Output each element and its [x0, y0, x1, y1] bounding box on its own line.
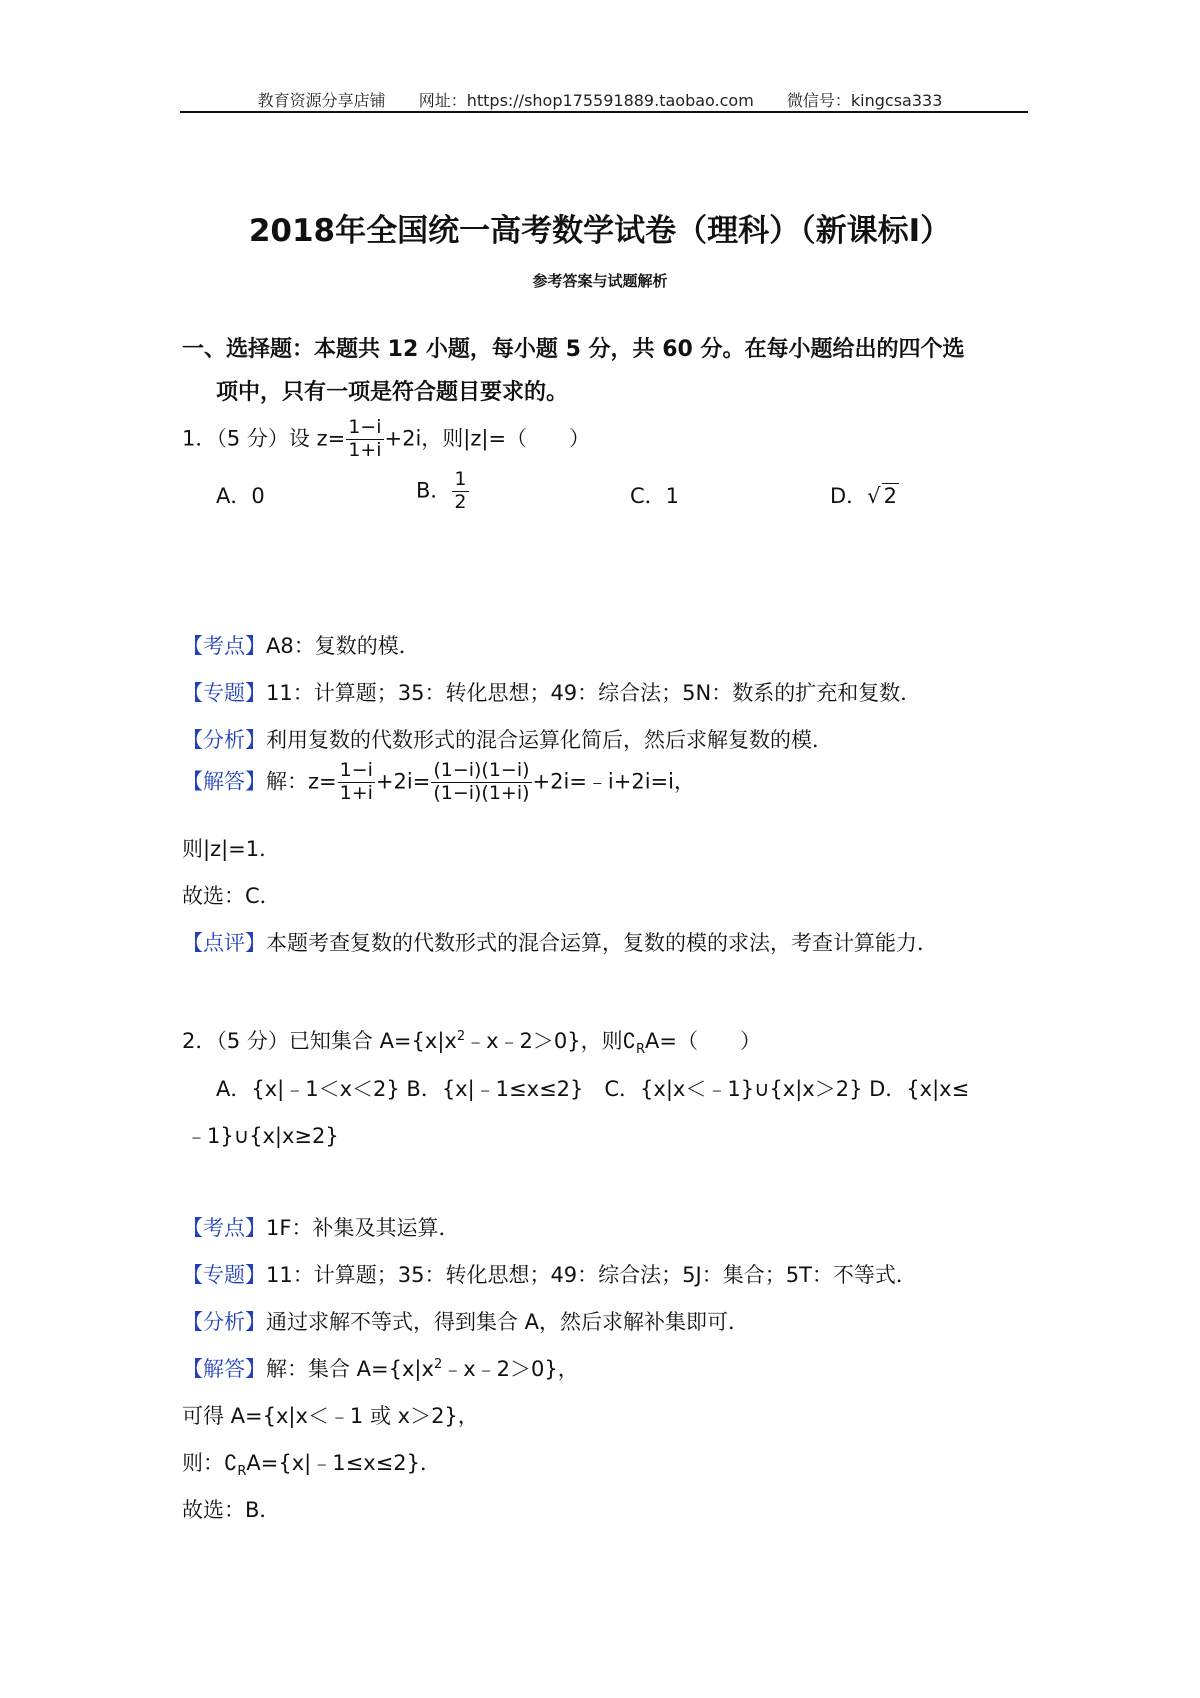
- q1-kaodian: 【考点】A8：复数的模．: [182, 634, 420, 658]
- page-title: 2018年全国统一高考数学试卷（理科）（新课标Ⅰ）: [248, 213, 952, 249]
- q2-zhuanti: 【专题】11：计算题；35：转化思想；49：综合法；5J：集合；5T：不等式．: [182, 1263, 917, 1287]
- page-header: [0, 88, 1200, 111]
- q1-option-d: D．√ 2: [830, 484, 897, 508]
- q2-options-line1: A．{x|﹣1＜x＜2} B．{x|﹣1≤x≤2} C．{x|x＜﹣1}∪{x|x＞2} D．{x|x≤: [216, 1077, 970, 1101]
- page-subtitle: 参考答案与试题解析: [532, 272, 668, 290]
- q2-jieda-line3: 则：$∁_RA=\{x|﹣1\le x\le 2\}$．: [182, 1451, 441, 1480]
- q2-fenxi: 【分析】通过求解不等式，得到集合 A，然后求解补集即可．: [182, 1310, 750, 1334]
- q1-jieda: 【解答】解：z= $\frac{1-i}{1+i}$ +2i= $\frac{(1-i)(1-i)}{(1-i)(1+i)}$ +2i=﹣i+2i=i，: [182, 759, 695, 804]
- q1-dianping: 【点评】本题考查复数的代数形式的混合运算，复数的模的求法，考查计算能力．: [182, 931, 938, 955]
- q1-option-a: A．0: [216, 484, 265, 508]
- header-shop: 教育资源分享店铺: [257, 91, 386, 110]
- header-divider: [180, 111, 1028, 113]
- q2-jieda: 【解答】解：集合 $A=\{x|x^2﹣x﹣2>0\}$，: [182, 1357, 579, 1381]
- q1-option-b: B． $\frac{1}{2}$: [416, 468, 467, 513]
- q2-options-line2: ﹣1}∪{x|x≥2}: [186, 1124, 339, 1148]
- q1-stem: 1．（5 分）设 z= $\frac{1-i}{1+i}$ +2i，则|z|=（ ）: [182, 416, 591, 461]
- section-heading-line1: 一、选择题：本题共 12 小题，每小题 5 分，共 60 分。在每小题给出的四个选: [182, 337, 965, 362]
- q2-stem: 2．（5 分）已知集合 $A=\{x|x^2﹣x﹣2>0\}$，则$∁_RA=$（ ）: [182, 1029, 761, 1058]
- q1-option-c: C．1: [630, 484, 680, 508]
- q2-kaodian: 【考点】1F：补集及其运算．: [182, 1216, 460, 1240]
- section-heading-line2: 项中，只有一项是符合题目要求的。: [216, 380, 569, 405]
- header-site: 网址：https://shop175591889.taobao.com: [418, 91, 754, 110]
- q2-jieda-line2: 可得 A={x|x＜﹣1 或 x＞2}，: [182, 1404, 479, 1428]
- q1-fenxi: 【分析】利用复数的代数形式的混合运算化简后，然后求解复数的模．: [182, 728, 833, 752]
- header-wechat: 微信号：kingcsa333: [786, 91, 943, 110]
- q2-choice: 故选：B．: [182, 1498, 281, 1522]
- q1-choice: 故选：C．: [182, 884, 281, 908]
- q1-result: 则|z|=1．: [182, 837, 281, 861]
- q1-zhuanti: 【专题】11：计算题；35：转化思想；49：综合法；5N：数系的扩充和复数．: [182, 681, 922, 705]
- q1-fraction: $\frac{1-i}{1+i}$: [348, 416, 382, 461]
